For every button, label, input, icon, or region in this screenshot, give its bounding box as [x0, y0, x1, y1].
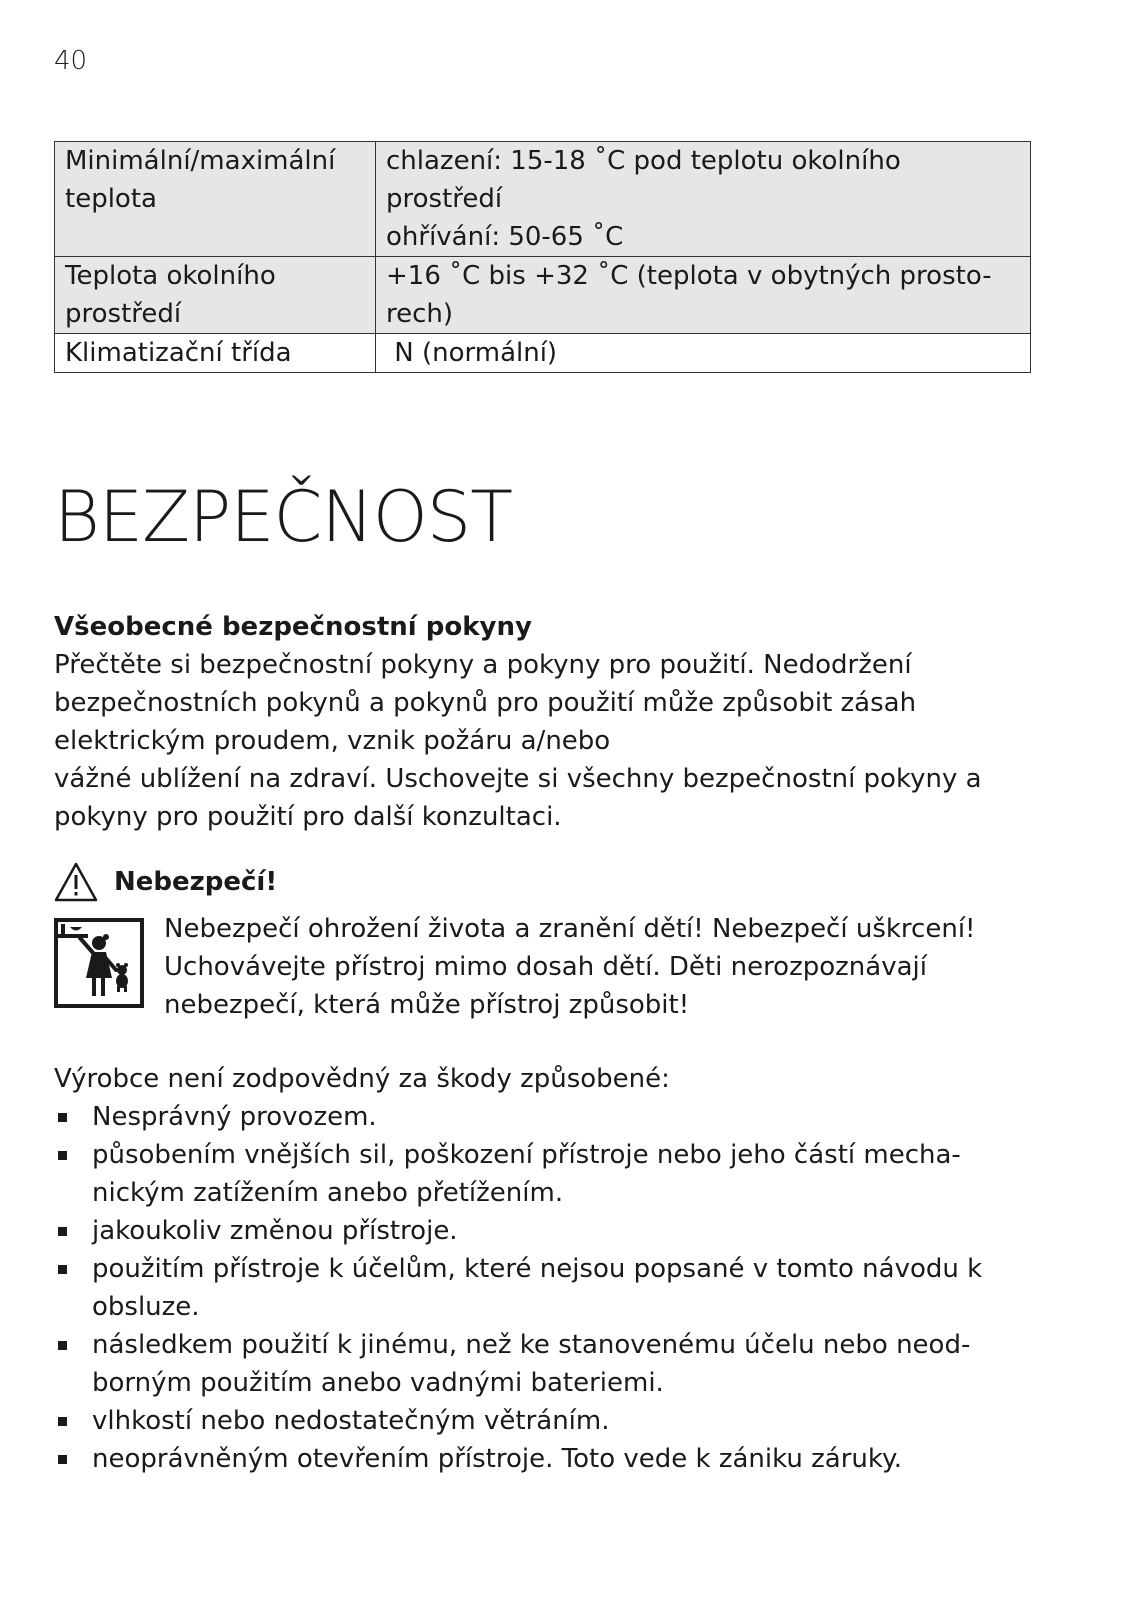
spec-value: chlazení: 15-18 ˚C pod teplotu okolního prostředí ohřívání: 50-65 ˚C: [376, 142, 1031, 257]
liability-list: [54, 1098, 1044, 1478]
specifications-table: [54, 141, 1031, 373]
danger-text: Nebezpečí ohrožení života a zranění dětí! Nebezpečí uškrcení! Uchovávejte přístroj mimo dosah dětí. Děti nerozpoznávají nebezpečí, která může přístroj způsobit!: [164, 914, 976, 1020]
general-safety-heading: Všeobecné bezpečnostní pokyny: [54, 612, 532, 642]
danger-heading: [54, 862, 277, 902]
general-safety-text: Přečtěte si bezpečnostní pokyny a pokyny pro použití. Nedodržení bezpečnostních pokynů a pokynů pro použití může způsobit zásah elektrickým proudem, vznik požáru a/nebo vážné ublížení na zdraví. Uschovejte si všechny bezpečnostní pokyny a pokyny pro použití pro další konzultaci.: [54, 650, 982, 832]
liability-intro: Výrobce není zodpovědný za škody způsobené:: [54, 1064, 670, 1094]
danger-label: Nebezpečí!: [114, 867, 278, 897]
list-item: následkem použití k jinému, než ke stanovenému účelu nebo neod- borným použitím anebo vadnými bateriemi.: [54, 1326, 1044, 1402]
table-row: [55, 142, 1031, 257]
list-item: neoprávněným otevřením přístroje. Toto vede k zániku záruky.: [54, 1440, 1044, 1478]
list-item: Nesprávný provozem.: [54, 1098, 1044, 1136]
spec-value: N (normální): [376, 334, 1031, 373]
spec-label: Teplota okolního prostředí: [55, 257, 376, 334]
spec-value: +16 ˚C bis +32 ˚C (teplota v obytných prosto- rech): [376, 257, 1031, 334]
list-item: jakoukoliv změnou přístroje.: [54, 1212, 1044, 1250]
spec-label: Klimatizační třída: [55, 334, 376, 373]
list-item: působením vnějších sil, poškození přístroje nebo jeho částí mecha- nickým zatížením anebo přetížením.: [54, 1136, 1044, 1212]
list-item: vlhkostí nebo nedostatečným větráním.: [54, 1402, 1044, 1440]
table-row: [55, 257, 1031, 334]
page-number: 40: [54, 46, 88, 76]
section-title: BEZPEČNOST: [54, 476, 512, 558]
table-row: [55, 334, 1031, 373]
list-item: použitím přístroje k účelům, které nejsou popsané v tomto návodu k obsluze.: [54, 1250, 1044, 1326]
warning-triangle-icon: [54, 862, 98, 902]
spec-label: Minimální/maximální teplota: [55, 142, 376, 257]
child-danger-icon: [54, 918, 144, 1008]
